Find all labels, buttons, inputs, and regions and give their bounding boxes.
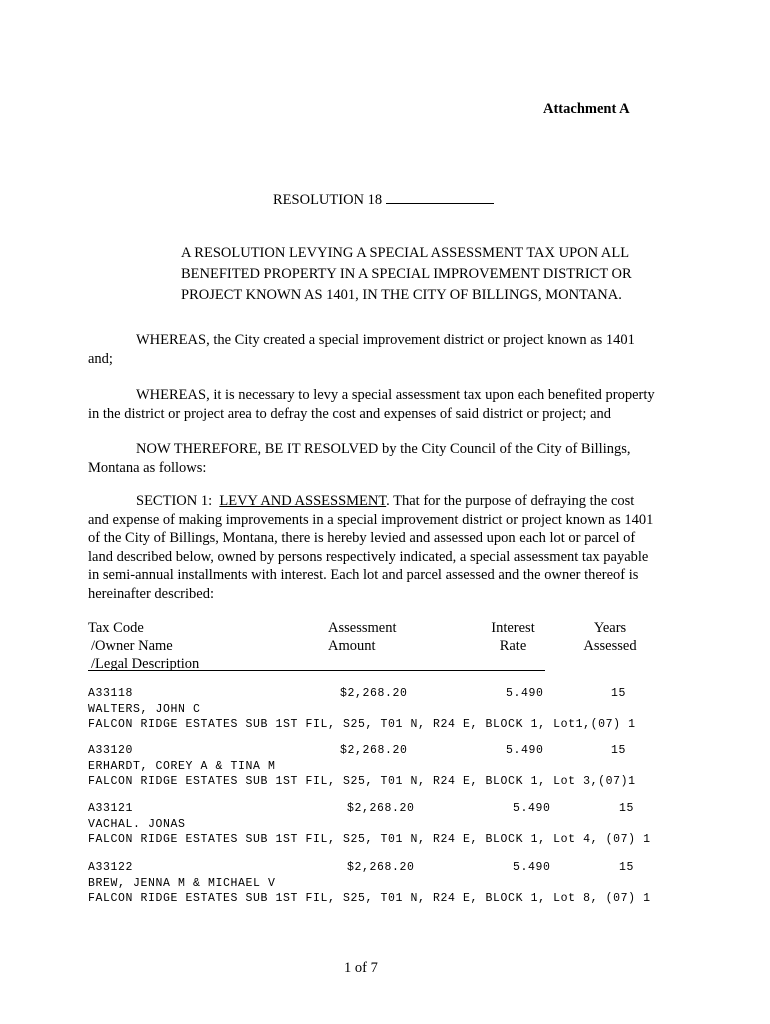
section-1-heading: LEVY AND ASSESSMENT <box>219 493 387 509</box>
header-years-assessed <box>582 619 638 655</box>
table-row <box>88 801 688 848</box>
record-legal: FALCON RIDGE ESTATES SUB 1ST FIL, S25, T01 N, R24 E, BLOCK 1, Lot1,(07) 1 <box>88 718 636 731</box>
record-main-line <box>88 860 688 876</box>
header-line: Assessed <box>583 638 637 654</box>
record-amount: $2,268.20 <box>347 802 415 815</box>
paragraph-line: and; <box>88 350 113 367</box>
record-owner: ERHARDT, COREY A & TINA M <box>88 759 276 773</box>
paragraph-line: in the district or project area to defray the cost and expenses of said district or project; and <box>88 405 612 422</box>
attachment-label: Attachment A <box>543 101 630 117</box>
whereas-paragraph-2 <box>88 386 688 423</box>
now-therefore-paragraph <box>88 440 688 477</box>
resolution-heading-line: PROJECT KNOWN AS 1401, IN THE CITY OF BILLINGS, MONTANA. <box>181 287 622 303</box>
record-owner: BREW, JENNA M & MICHAEL V <box>88 876 276 890</box>
table-row <box>88 860 688 907</box>
record-legal: FALCON RIDGE ESTATES SUB 1ST FIL, S25, T01 N, R24 E, BLOCK 1, Lot 4, (07) 1 <box>88 833 651 846</box>
record-tax-code: A33122 <box>88 861 134 874</box>
record-rate: 5.490 <box>513 802 551 815</box>
record-owner: VACHAL. JONAS <box>88 817 186 831</box>
paragraph-line: WHEREAS, the City created a special improvement district or project known as 1401 <box>136 332 635 348</box>
record-legal: FALCON RIDGE ESTATES SUB 1ST FIL, S25, T01 N, R24 E, BLOCK 1, Lot 8, (07) 1 <box>88 892 651 905</box>
header-line: Tax Code <box>88 620 144 636</box>
header-line: Rate <box>499 638 527 654</box>
paragraph-line: of the City of Billings, Montana, there is hereby levied and assessed upon each lot or parcel of <box>88 530 636 546</box>
record-rate: 5.490 <box>506 687 544 700</box>
paragraph-line: NOW THEREFORE, BE IT RESOLVED by the City Council of the City of Billings, <box>136 441 631 457</box>
record-amount: $2,268.20 <box>347 861 415 874</box>
record-years: 15 <box>611 744 627 757</box>
header-line: Years <box>593 620 627 636</box>
record-years: 15 <box>619 861 635 874</box>
header-line: Interest <box>491 620 535 636</box>
record-amount: $2,268.20 <box>340 687 408 700</box>
record-amount: $2,268.20 <box>340 744 408 757</box>
section-1-first-line-rest: . That for the purpose of defraying the cost <box>386 493 635 509</box>
paragraph-line: in semi-annual installments with interest. Each lot and parcel assessed and the owner thereof is <box>88 567 639 583</box>
record-tax-code: A33121 <box>88 802 134 815</box>
resolution-heading <box>181 243 632 306</box>
record-main-line <box>88 686 688 702</box>
whereas-paragraph-1 <box>88 331 688 368</box>
paragraph-line: hereinafter described: <box>88 585 214 602</box>
section-1-first-line <box>88 492 688 511</box>
resolution-title-text: RESOLUTION 18 <box>273 192 383 208</box>
paragraph-line: Montana as follows: <box>88 459 207 476</box>
record-owner: WALTERS, JOHN C <box>88 702 201 716</box>
record-years: 15 <box>619 802 635 815</box>
paragraph-line: land described below, owned by persons respectively indicated, a special assessment tax payable <box>88 548 649 565</box>
resolution-heading-line: A RESOLUTION LEVYING A SPECIAL ASSESSMENT TAX UPON ALL <box>181 245 630 261</box>
resolution-title <box>273 190 494 209</box>
header-line: Assessment <box>328 620 397 636</box>
paragraph-line: and expense of making improvements in a special improvement district or project known as 1401 <box>88 511 654 528</box>
table-row <box>88 686 688 733</box>
record-legal: FALCON RIDGE ESTATES SUB 1ST FIL, S25, T01 N, R24 E, BLOCK 1, Lot 3,(07)1 <box>88 775 636 788</box>
header-interest-rate <box>491 619 535 655</box>
record-main-line <box>88 743 688 759</box>
record-rate: 5.490 <box>506 744 544 757</box>
header-assessment-amount <box>328 619 396 655</box>
record-years: 15 <box>611 687 627 700</box>
table-row <box>88 743 688 790</box>
resolution-number-blank <box>386 190 494 204</box>
resolution-heading-line: BENEFITED PROPERTY IN A SPECIAL IMPROVEMENT DISTRICT OR <box>181 266 632 282</box>
section-1-paragraph <box>88 492 688 603</box>
section-1-prefix: SECTION 1: <box>136 493 213 509</box>
header-line: /Owner Name <box>91 638 173 654</box>
header-tax-code <box>88 619 199 673</box>
paragraph-line: WHEREAS, it is necessary to levy a special assessment tax upon each benefited property <box>136 387 655 403</box>
record-main-line <box>88 801 688 817</box>
record-tax-code: A33118 <box>88 687 134 700</box>
header-line: Amount <box>328 638 376 654</box>
record-rate: 5.490 <box>513 861 551 874</box>
record-tax-code: A33120 <box>88 744 134 757</box>
header-line: /Legal Description <box>91 656 200 672</box>
page-number: 1 of 7 <box>344 960 378 976</box>
header-rule <box>88 670 545 671</box>
